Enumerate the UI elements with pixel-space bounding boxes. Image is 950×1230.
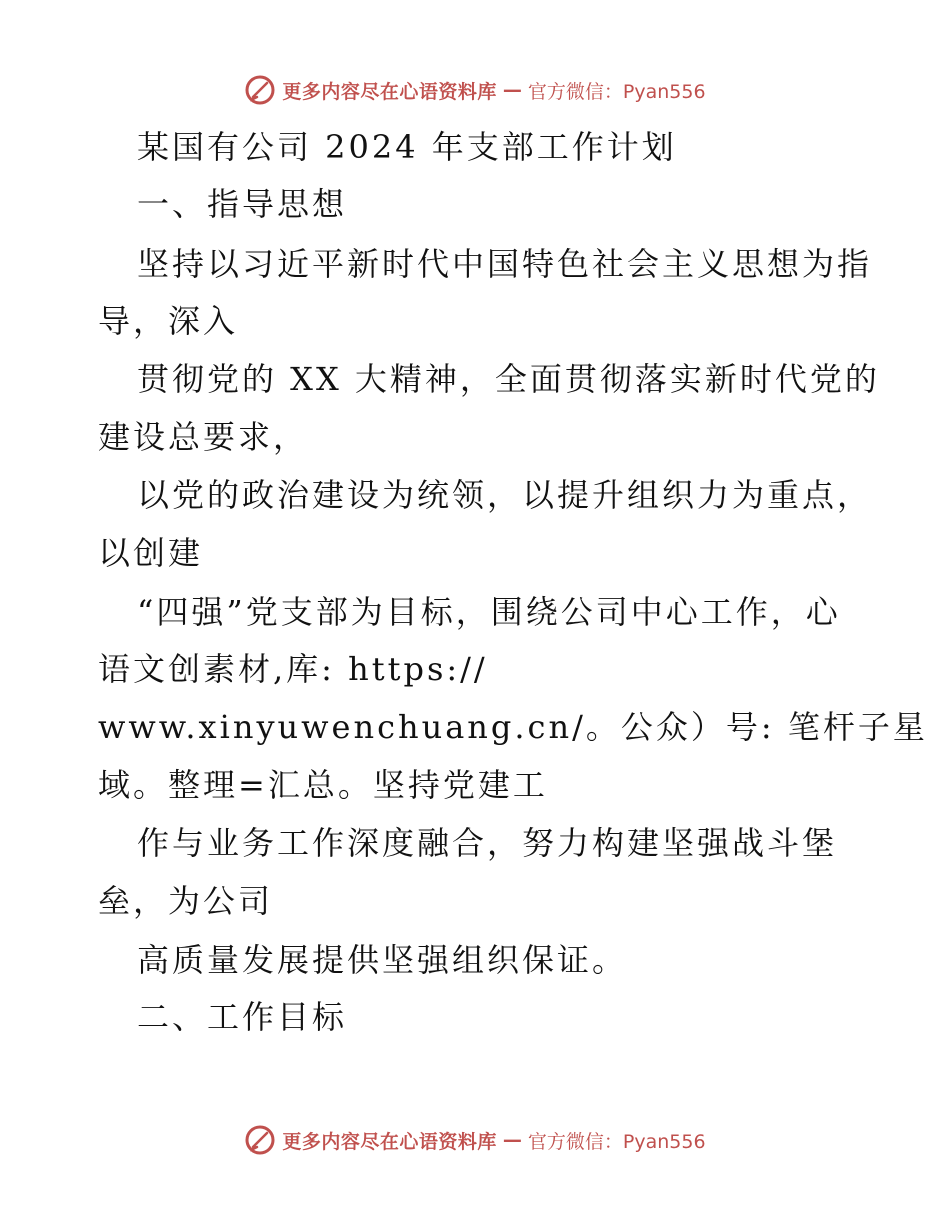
paragraph-line: 语文创素材,库: https://: [98, 650, 488, 688]
paragraph-line: 垒，为公司: [98, 882, 274, 920]
watermark-separator: —: [502, 1129, 522, 1151]
watermark-contact: 官方微信：Pyan556: [527, 80, 706, 103]
header-watermark: [0, 70, 950, 110]
section-heading-1: 一、指导思想: [137, 185, 348, 223]
paragraph-line: www.xinyuwenchuang.cn/。公众）号: 笔杆子星: [98, 708, 928, 746]
paragraph-line: 坚持以习近平新时代中国特色社会主义思想为指: [137, 245, 873, 283]
watermark-separator: —: [502, 79, 522, 101]
paragraph-line: “四强”党支部为目标，围绕公司中心工作，心: [137, 593, 841, 631]
watermark-brand: 更多内容尽在心语资料库: [282, 80, 497, 103]
watermark-contact: 官方微信：Pyan556: [527, 1130, 706, 1153]
paragraph-line: 以创建: [98, 534, 204, 572]
watermark-brand: 更多内容尽在心语资料库: [282, 1130, 497, 1153]
paragraph-line: 导，深入: [98, 302, 239, 340]
quill-logo-icon: [244, 1124, 276, 1156]
quill-logo-icon: [244, 74, 276, 106]
paragraph-line: 高质量发展提供坚强组织保证。: [137, 941, 628, 979]
document-title: 某国有公司 2024 年支部工作计划: [137, 128, 677, 166]
paragraph-line: 建设总要求，: [98, 418, 309, 456]
section-heading-2: 二、工作目标: [137, 998, 348, 1036]
paragraph-line: 作与业务工作深度融合，努力构建坚强战斗堡: [137, 824, 838, 862]
footer-watermark: [0, 1120, 950, 1160]
paragraph-line: 以党的政治建设为统领，以提升组织力为重点，: [137, 476, 873, 514]
paragraph-line: 贯彻党的 XX 大精神，全面贯彻落实新时代党的: [137, 360, 880, 398]
paragraph-line: 域。整理=汇总。坚持党建工: [98, 766, 548, 804]
